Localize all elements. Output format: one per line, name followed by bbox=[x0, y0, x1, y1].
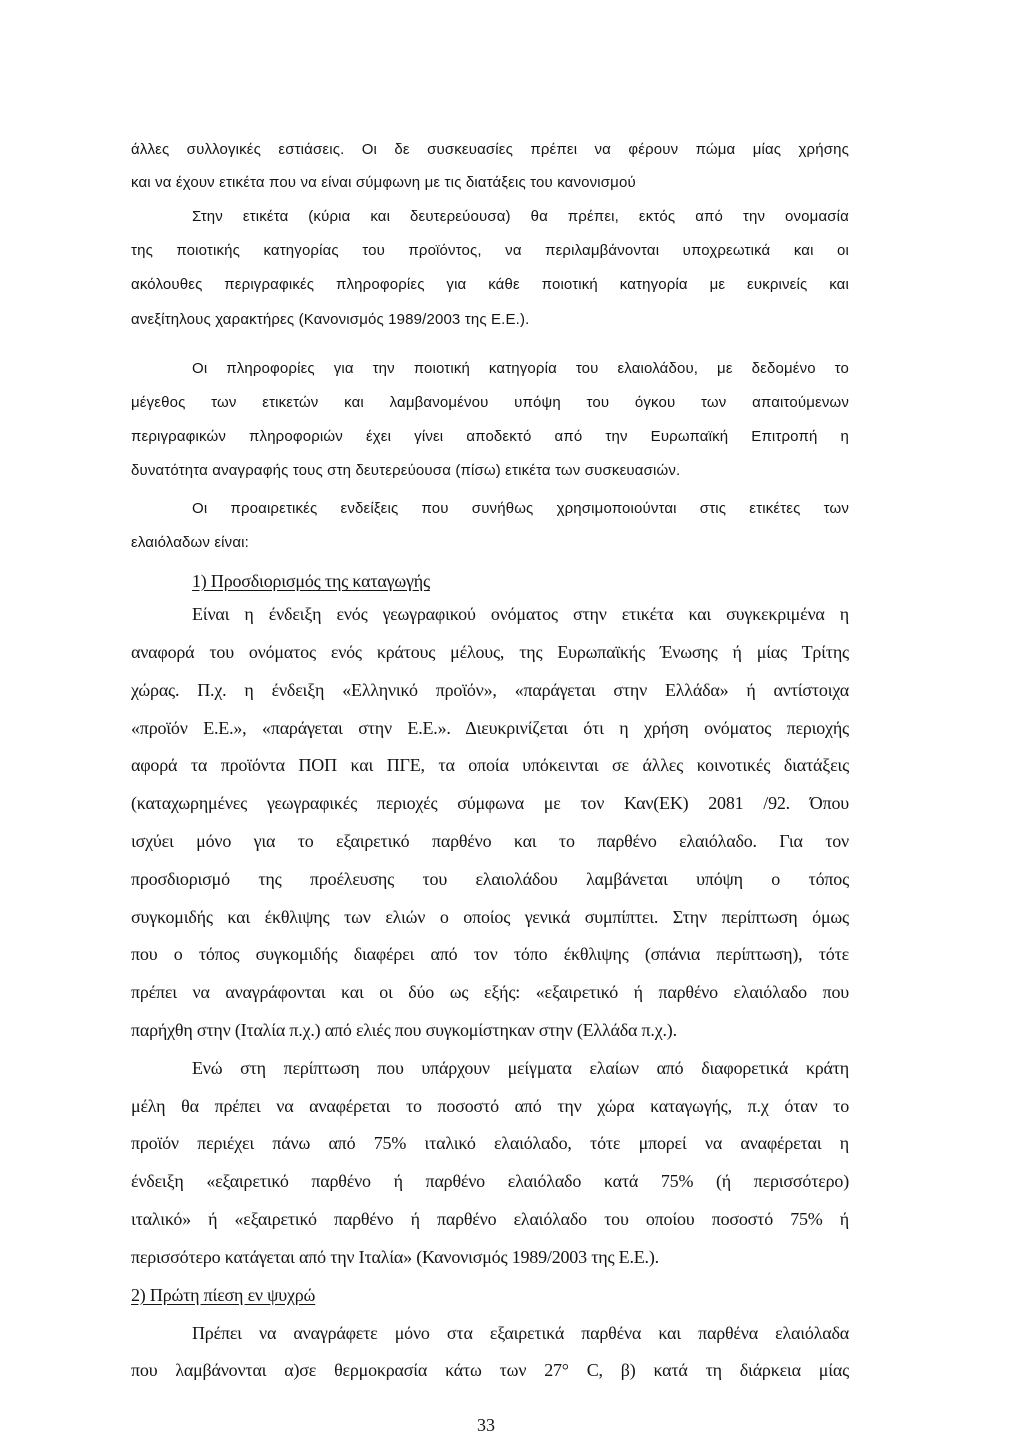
text-line: ιταλικό» ή «εξαιρετικό παρθένο ή παρθένο ελαιόλαδο του οποίου ποσοστό 75% ή bbox=[131, 1209, 849, 1229]
text-line: ακόλουθες περιγραφικές πληροφορίες για κάθε ποιοτική κατηγορία με ευκρινείς και bbox=[131, 276, 849, 293]
text-line: και να έχουν ετικέτα που να είναι σύμφωνη με τις διατάξεις του κανονισμού bbox=[131, 174, 636, 191]
text-line: άλλες συλλογικές εστιάσεις. Οι δε συσκευασίες πρέπει να φέρουν πώμα μίας χρήσης bbox=[131, 141, 849, 158]
text-line: προσδιορισμό της προέλευσης του ελαιολάδου λαμβάνεται υπόψη ο τόπος bbox=[131, 869, 849, 889]
text-line: δυνατότητα αναγραφής τους στη δευτερεύουσα (πίσω) ετικέτα των συσκευασιών. bbox=[131, 462, 681, 479]
text-line: ισχύει μόνο για το εξαιρετικό παρθένο και το παρθένο ελαιόλαδο. Για τον bbox=[131, 831, 849, 851]
text-line: ένδειξη «εξαιρετικό παρθένο ή παρθένο ελαιόλαδο κατά 75% (ή περισσότερο) bbox=[131, 1171, 849, 1191]
text-line: αφορά τα προϊόντα ΠΟΠ και ΠΓΕ, τα οποία υπόκεινται σε άλλες κοινοτικές διατάξεις bbox=[131, 755, 849, 775]
text-line: της ποιοτικής κατηγορίας του προϊόντος, να περιλαμβάνονται υποχρεωτικά και οι bbox=[131, 242, 849, 259]
text-line: αναφορά του ονόματος ενός κράτους μέλους, της Ευρωπαϊκής Ένωσης ή μίας Τρίτης bbox=[131, 642, 849, 662]
text-line: Στην ετικέτα (κύρια και δευτερεύουσα) θα πρέπει, εκτός από την ονομασία bbox=[192, 208, 849, 225]
text-line: περιγραφικών πληροφοριών έχει γίνει αποδεκτό από την Ευρωπαϊκή Επιτροπή η bbox=[131, 428, 849, 445]
text-line: παρήχθη στην (Ιταλία π.χ.) από ελιές που συγκομίστηκαν στην (Ελλάδα π.χ.). bbox=[131, 1020, 677, 1040]
text-line: πρέπει να αναγράφονται και οι δύο ως εξής: «εξαιρετικό ή παρθένο ελαιόλαδο που bbox=[131, 982, 849, 1002]
text-line: «προϊόν Ε.Ε.», «παράγεται στην Ε.Ε.». Διευκρινίζεται ότι η χρήση ονόματος περιοχής bbox=[131, 718, 849, 738]
page-number: 33 bbox=[477, 1415, 495, 1435]
section-heading-origin: 1) Προσδιορισμός της καταγωγής bbox=[192, 571, 430, 591]
text-line: ελαιόλαδων είναι: bbox=[131, 534, 249, 551]
text-line: ανεξίτηλους χαρακτήρες (Κανονισμός 1989/2003 της Ε.Ε.). bbox=[131, 311, 530, 328]
text-line: που ο τόπος συγκομιδής διαφέρει από τον τόπο έκθλιψης (σπάνια περίπτωση), τότε bbox=[131, 944, 849, 964]
text-line: συγκομιδής και έκθλιψης των ελιών ο οποίος γενικά συμπίπτει. Στην περίπτωση όμως bbox=[131, 907, 849, 927]
text-line: προϊόν περιέχει πάνω από 75% ιταλικό ελαιόλαδο, τότε μπορεί να αναφέρεται η bbox=[131, 1133, 849, 1153]
text-line: Οι πληροφορίες για την ποιοτική κατηγορία του ελαιολάδου, με δεδομένο το bbox=[192, 360, 849, 377]
section-heading-cold-press: 2) Πρώτη πίεση εν ψυχρώ bbox=[131, 1285, 316, 1305]
text-line: Πρέπει να αναγράφετε μόνο στα εξαιρετικά παρθένα και παρθένα ελαιόλαδα bbox=[192, 1323, 849, 1343]
text-line: Οι προαιρετικές ενδείξεις που συνήθως χρησιμοποιούνται στις ετικέτες των bbox=[192, 500, 849, 517]
text-line: που λαμβάνονται α)σε θερμοκρασία κάτω των 27° C, β) κατά τη διάρκεια μίας bbox=[131, 1360, 849, 1380]
text-line: περισσότερο κατάγεται από την Ιταλία» (Κανονισμός 1989/2003 της Ε.Ε.). bbox=[131, 1247, 659, 1267]
text-line: (καταχωρημένες γεωγραφικές περιοχές σύμφωνα με τον Καν(ΕΚ) 2081 /92. Όπου bbox=[131, 793, 849, 813]
text-line: Ενώ στη περίπτωση που υπάρχουν μείγματα ελαίων από διαφορετικά κράτη bbox=[192, 1058, 849, 1078]
text-line: μέγεθος των ετικετών και λαμβανομένου υπόψη του όγκου των απαιτούμενων bbox=[131, 394, 849, 411]
text-line: Είναι η ένδειξη ενός γεωγραφικού ονόματος στην ετικέτα και συγκεκριμένα η bbox=[192, 604, 849, 624]
text-line: μέλη θα πρέπει να αναφέρεται το ποσοστό από την χώρα καταγωγής, π.χ όταν το bbox=[131, 1096, 849, 1116]
text-line: χώρας. Π.χ. η ένδειξη «Ελληνικό προϊόν», «παράγεται στην Ελλάδα» ή αντίστοιχα bbox=[131, 680, 849, 700]
